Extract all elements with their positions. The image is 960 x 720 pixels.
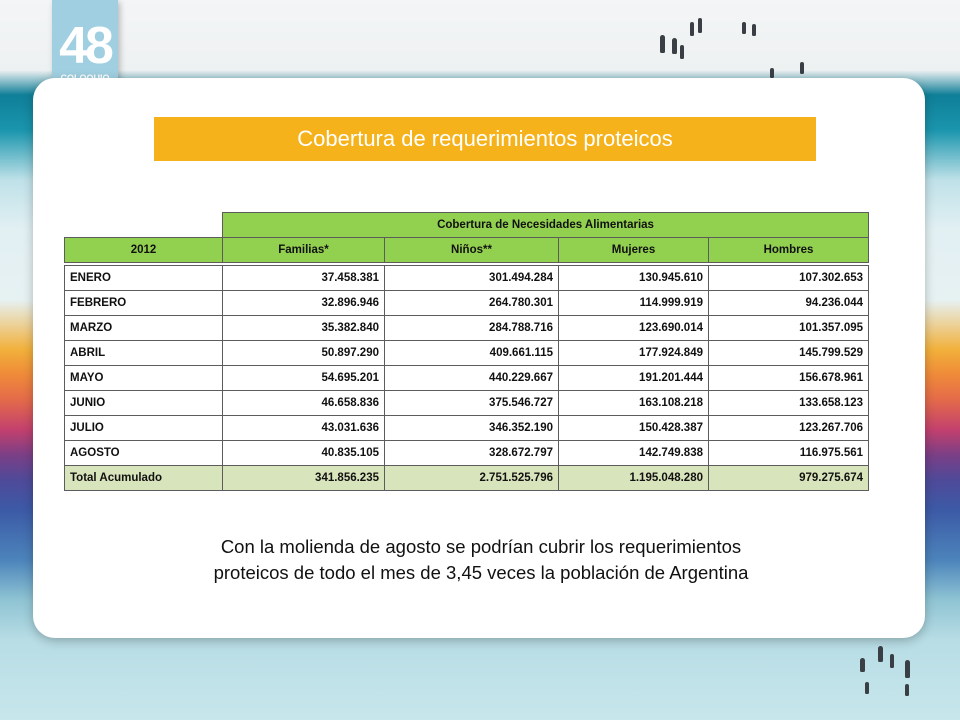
table-cell: 130.945.610 — [559, 266, 709, 291]
table-body — [65, 266, 869, 491]
logo-number: 48 — [59, 17, 111, 75]
table-group-header: Cobertura de Necesidades Alimentarias — [223, 213, 869, 238]
table-cell: 341.856.235 — [223, 466, 385, 491]
table-cell: 37.458.381 — [223, 266, 385, 291]
table-cell: 145.799.529 — [709, 341, 869, 366]
decorative-people-top — [650, 10, 830, 80]
caption-line-2: proteicos de todo el mes de 3,45 veces la población de Argentina — [213, 562, 749, 583]
table-cell: 114.999.919 — [559, 291, 709, 316]
table-total-row — [65, 466, 869, 491]
table-cell: 2.751.525.796 — [385, 466, 559, 491]
table-cell: 123.267.706 — [709, 416, 869, 441]
row-label: AGOSTO — [65, 441, 223, 466]
table-cell: 133.658.123 — [709, 391, 869, 416]
table-cell: 156.678.961 — [709, 366, 869, 391]
table-cell: 163.108.218 — [559, 391, 709, 416]
decorative-people-bottom — [850, 640, 930, 710]
table-cell: 54.695.201 — [223, 366, 385, 391]
caption-line-1: Con la molienda de agosto se podrían cubrir los requerimientos — [220, 536, 742, 557]
row-label: MARZO — [65, 316, 223, 341]
column-header-hombres: Hombres — [709, 238, 869, 263]
table-cell: 50.897.290 — [223, 341, 385, 366]
table-cell: 150.428.387 — [559, 416, 709, 441]
table-cell: 35.382.840 — [223, 316, 385, 341]
table-cell: 328.672.797 — [385, 441, 559, 466]
row-label: FEBRERO — [65, 291, 223, 316]
row-label: JUNIO — [65, 391, 223, 416]
table-cell: 101.357.095 — [709, 316, 869, 341]
column-header-familias: Familias* — [223, 238, 385, 263]
table-cell: 43.031.636 — [223, 416, 385, 441]
table-cell: 346.352.190 — [385, 416, 559, 441]
table-cell: 116.975.561 — [709, 441, 869, 466]
table-corner — [65, 213, 223, 238]
table-row — [65, 416, 869, 441]
table-cell: 40.835.105 — [223, 441, 385, 466]
table-row — [65, 391, 869, 416]
row-label: ABRIL — [65, 341, 223, 366]
table-cell: 1.195.048.280 — [559, 466, 709, 491]
row-label: MAYO — [65, 366, 223, 391]
table-cell: 142.749.838 — [559, 441, 709, 466]
table-row — [65, 341, 869, 366]
coverage-table — [64, 212, 868, 490]
table-cell: 191.201.444 — [559, 366, 709, 391]
column-header-ninos: Niños** — [385, 238, 559, 263]
column-header-year: 2012 — [65, 238, 223, 263]
table-cell: 177.924.849 — [559, 341, 709, 366]
column-header-mujeres: Mujeres — [559, 238, 709, 263]
table-row — [65, 266, 869, 291]
row-label: ENERO — [65, 266, 223, 291]
table-row — [65, 316, 869, 341]
table-cell: 375.546.727 — [385, 391, 559, 416]
table-row — [65, 291, 869, 316]
slide-title — [154, 117, 816, 161]
table-row — [65, 441, 869, 466]
table-cell: 46.658.836 — [223, 391, 385, 416]
table-cell: 409.661.115 — [385, 341, 559, 366]
row-label: Total Acumulado — [65, 466, 223, 491]
table-cell: 107.302.653 — [709, 266, 869, 291]
table-cell: 32.896.946 — [223, 291, 385, 316]
row-label: JULIO — [65, 416, 223, 441]
table-cell: 264.780.301 — [385, 291, 559, 316]
slide-title-text: Cobertura de requerimientos proteicos — [297, 126, 673, 151]
table-row — [65, 366, 869, 391]
table-cell: 440.229.667 — [385, 366, 559, 391]
table-cell: 94.236.044 — [709, 291, 869, 316]
table-cell: 123.690.014 — [559, 316, 709, 341]
table-cell: 979.275.674 — [709, 466, 869, 491]
caption — [100, 534, 862, 586]
table-cell: 284.788.716 — [385, 316, 559, 341]
table-cell: 301.494.284 — [385, 266, 559, 291]
